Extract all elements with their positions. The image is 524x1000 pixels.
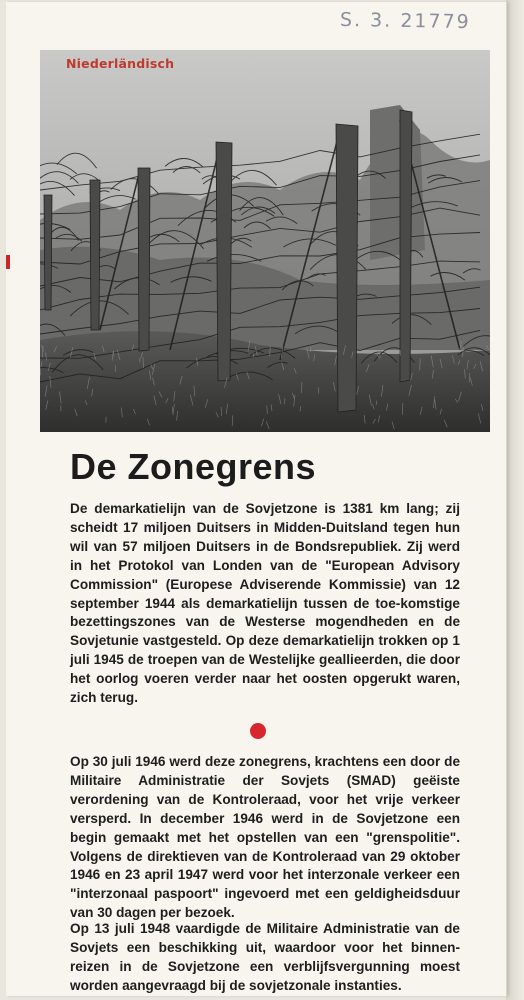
paragraph-zone-border-closure: Op 30 juli 1946 werd deze zonegrens, krachtens een door de Militaire Administratie der Sovjets (SMAD) geëiste verordening van de Kontroleraad, voor het vrije verkeer versperd. In december 1946 werd in de Sovjetzone een begin gemaakt met het opstellen van een "grenspolitie". Volgens de direktieven van de Kontroleraad van 29 oktober 1946 en 23 april 1947 werd voor het interzonale verkeer een "interzonaal paspoort" ingevoerd met een geldigheidsduur van 30 dagen per bezoek.	[70, 754, 460, 921]
language-label: Niederländisch	[66, 56, 175, 71]
barbed-wire-illustration	[40, 50, 490, 432]
grass-blade	[232, 415, 233, 426]
page-title: De Zonegrens	[70, 446, 317, 487]
grass-blade	[143, 357, 144, 368]
leaflet-page	[6, 2, 507, 996]
barbed-wire-photo	[40, 50, 490, 432]
grass-blade	[267, 405, 268, 414]
red-margin-mark	[6, 255, 10, 269]
grass-blade	[221, 407, 222, 416]
red-dot-separator	[250, 723, 266, 739]
archive-number: S. 3. 21779	[339, 8, 471, 34]
page-edge-shadow	[506, 0, 524, 1000]
grass-blade	[420, 358, 421, 370]
paragraph-demarcation-line: De demarkatielijn van de Sovjetzone is 1381 km lang; zij scheidt 17 miljoen Duitsers in Midden-Duitsland tegen hun wil van 57 miljoen Duitsers in de Bondsrepubliek. Zij werd in het Protokol van Londen van de "European Advisory Commission" (Europese Adviserende Kommissie) van 12 september 1944 als demarkatielijn tussen de toe-komstige bezettingszones van de Westerse mogendheden en de Sovjetunie vastgesteld. Op deze demarkatielijn trokken op 1 juli 1945 de troepen van de Westelijke geallieerden, die door het oorlog voeren verder naar het oosten opgerukt waren, zich terug.	[70, 501, 460, 706]
paragraph-residence-permit: Op 13 juli 1948 vaardigde de Militaire Administratie van de Sovjets een beschikking uit, waardoor voor het binnen-reizen in de Sovjetzone een verblijfsvergunning moest worden aangevraagd bij de sovjetzonale instanties.	[70, 921, 460, 993]
